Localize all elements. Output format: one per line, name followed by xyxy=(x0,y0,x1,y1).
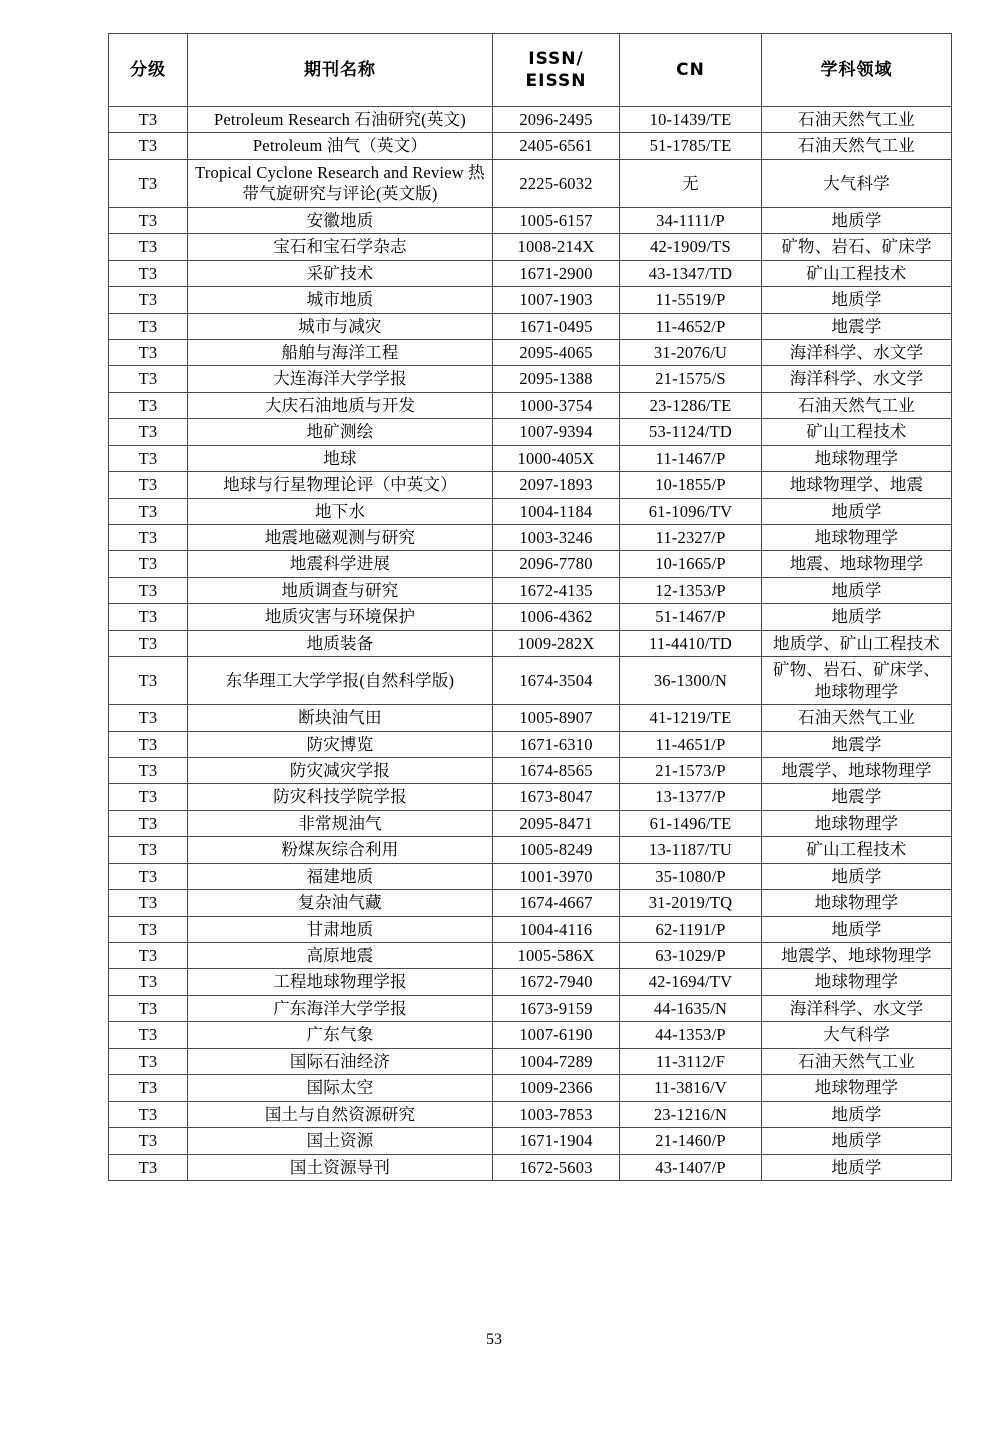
table-row xyxy=(109,1048,952,1074)
cell-journal-name: 断块油气田 xyxy=(188,705,493,731)
cell-field: 海洋科学、水文学 xyxy=(762,366,952,392)
cell-journal-name: Petroleum 油气（英文） xyxy=(188,133,493,159)
table-row xyxy=(109,784,952,810)
cell-journal-name: 宝石和宝石学杂志 xyxy=(188,234,493,260)
cell-journal-name: 地下水 xyxy=(188,498,493,524)
cell-issn: 1005-8907 xyxy=(493,705,620,731)
table-row xyxy=(109,498,952,524)
cell-rank: T3 xyxy=(109,657,188,705)
cell-rank: T3 xyxy=(109,339,188,365)
table-row xyxy=(109,133,952,159)
cell-cn: 11-4410/TD xyxy=(620,630,762,656)
cell-rank: T3 xyxy=(109,863,188,889)
cell-issn: 1671-0495 xyxy=(493,313,620,339)
cell-rank: T3 xyxy=(109,1101,188,1127)
table-row xyxy=(109,472,952,498)
cell-journal-name: 地质装备 xyxy=(188,630,493,656)
cell-cn: 42-1694/TV xyxy=(620,969,762,995)
cell-journal-name: 城市地质 xyxy=(188,287,493,313)
cell-field: 地质学 xyxy=(762,604,952,630)
cell-field: 地球物理学 xyxy=(762,525,952,551)
cell-journal-name: 地球 xyxy=(188,445,493,471)
table-header-row xyxy=(109,34,952,107)
cell-journal-name: 防灾博览 xyxy=(188,731,493,757)
cell-cn: 23-1216/N xyxy=(620,1101,762,1127)
table-row xyxy=(109,525,952,551)
cell-issn: 1674-8565 xyxy=(493,757,620,783)
table-row xyxy=(109,392,952,418)
cell-field: 海洋科学、水文学 xyxy=(762,339,952,365)
cell-field: 地质学 xyxy=(762,498,952,524)
cell-field: 地球物理学、地震 xyxy=(762,472,952,498)
cell-issn: 1672-7940 xyxy=(493,969,620,995)
cell-journal-name: 防灾科技学院学报 xyxy=(188,784,493,810)
table-row xyxy=(109,366,952,392)
cell-rank: T3 xyxy=(109,837,188,863)
cell-rank: T3 xyxy=(109,630,188,656)
cell-rank: T3 xyxy=(109,313,188,339)
cell-cn: 34-1111/P xyxy=(620,207,762,233)
cell-cn: 23-1286/TE xyxy=(620,392,762,418)
cell-field: 地质学 xyxy=(762,863,952,889)
table-row xyxy=(109,604,952,630)
cell-journal-name: 国土与自然资源研究 xyxy=(188,1101,493,1127)
cell-field: 矿山工程技术 xyxy=(762,260,952,286)
cell-field: 石油天然气工业 xyxy=(762,705,952,731)
cell-issn: 1005-586X xyxy=(493,943,620,969)
cell-field: 地质学 xyxy=(762,207,952,233)
cell-cn: 11-2327/P xyxy=(620,525,762,551)
table-row xyxy=(109,1128,952,1154)
cell-cn: 43-1407/P xyxy=(620,1154,762,1180)
cell-journal-name: 安徽地质 xyxy=(188,207,493,233)
cell-journal-name: 东华理工大学学报(自然科学版) xyxy=(188,657,493,705)
cell-issn: 2096-2495 xyxy=(493,107,620,133)
cell-field: 地质学 xyxy=(762,287,952,313)
cell-rank: T3 xyxy=(109,810,188,836)
cell-field: 地震学、地球物理学 xyxy=(762,943,952,969)
cell-journal-name: 广东海洋大学学报 xyxy=(188,995,493,1021)
cell-rank: T3 xyxy=(109,1048,188,1074)
cell-rank: T3 xyxy=(109,890,188,916)
cell-journal-name: 防灾减灾学报 xyxy=(188,757,493,783)
cell-journal-name: 船舶与海洋工程 xyxy=(188,339,493,365)
cell-issn: 1007-9394 xyxy=(493,419,620,445)
cell-rank: T3 xyxy=(109,916,188,942)
cell-cn: 62-1191/P xyxy=(620,916,762,942)
table-row xyxy=(109,1154,952,1180)
cell-rank: T3 xyxy=(109,392,188,418)
cell-journal-name: 复杂油气藏 xyxy=(188,890,493,916)
cell-field: 石油天然气工业 xyxy=(762,107,952,133)
cell-cn: 13-1187/TU xyxy=(620,837,762,863)
cell-journal-name: 国际太空 xyxy=(188,1075,493,1101)
cell-cn: 63-1029/P xyxy=(620,943,762,969)
cell-field: 大气科学 xyxy=(762,1022,952,1048)
cell-field: 矿物、岩石、矿床学 xyxy=(762,234,952,260)
table-row xyxy=(109,1022,952,1048)
cell-issn: 1005-6157 xyxy=(493,207,620,233)
table-row xyxy=(109,916,952,942)
cell-rank: T3 xyxy=(109,705,188,731)
cell-journal-name: Tropical Cyclone Research and Review 热带气旋研究与评论(英文版) xyxy=(188,159,493,207)
cell-journal-name: 福建地质 xyxy=(188,863,493,889)
table-row xyxy=(109,159,952,207)
cell-issn: 1004-4116 xyxy=(493,916,620,942)
cell-rank: T3 xyxy=(109,604,188,630)
cell-field: 地震学 xyxy=(762,784,952,810)
cell-journal-name: 大连海洋大学学报 xyxy=(188,366,493,392)
cell-issn: 1007-6190 xyxy=(493,1022,620,1048)
cell-rank: T3 xyxy=(109,1075,188,1101)
cell-issn: 1672-5603 xyxy=(493,1154,620,1180)
cell-issn: 2095-1388 xyxy=(493,366,620,392)
column-header-field: 学科领域 xyxy=(762,34,952,107)
cell-journal-name: Petroleum Research 石油研究(英文) xyxy=(188,107,493,133)
cell-journal-name: 粉煤灰综合利用 xyxy=(188,837,493,863)
cell-journal-name: 城市与减灾 xyxy=(188,313,493,339)
table-row xyxy=(109,657,952,705)
cell-journal-name: 采矿技术 xyxy=(188,260,493,286)
cell-issn: 1000-3754 xyxy=(493,392,620,418)
table-row xyxy=(109,1075,952,1101)
cell-field: 地质学、矿山工程技术 xyxy=(762,630,952,656)
cell-rank: T3 xyxy=(109,731,188,757)
table-row xyxy=(109,313,952,339)
cell-cn: 43-1347/TD xyxy=(620,260,762,286)
table-row xyxy=(109,287,952,313)
cell-rank: T3 xyxy=(109,107,188,133)
cell-field: 地球物理学 xyxy=(762,890,952,916)
cell-field: 矿山工程技术 xyxy=(762,419,952,445)
cell-field: 地质学 xyxy=(762,1154,952,1180)
cell-journal-name: 国土资源 xyxy=(188,1128,493,1154)
cell-journal-name: 地震科学进展 xyxy=(188,551,493,577)
table-row xyxy=(109,757,952,783)
cell-cn: 21-1575/S xyxy=(620,366,762,392)
table-row xyxy=(109,577,952,603)
table-body xyxy=(109,107,952,1181)
cell-rank: T3 xyxy=(109,1022,188,1048)
cell-rank: T3 xyxy=(109,472,188,498)
cell-cn: 35-1080/P xyxy=(620,863,762,889)
cell-rank: T3 xyxy=(109,260,188,286)
cell-cn: 44-1635/N xyxy=(620,995,762,1021)
cell-field: 地质学 xyxy=(762,1128,952,1154)
cell-rank: T3 xyxy=(109,207,188,233)
journal-table-container xyxy=(108,33,940,1181)
cell-cn: 51-1467/P xyxy=(620,604,762,630)
cell-field: 地震学 xyxy=(762,313,952,339)
table-row xyxy=(109,630,952,656)
table-row xyxy=(109,234,952,260)
cell-journal-name: 国土资源导刊 xyxy=(188,1154,493,1180)
cell-journal-name: 地矿测绘 xyxy=(188,419,493,445)
cell-issn: 1672-4135 xyxy=(493,577,620,603)
table-row xyxy=(109,207,952,233)
cell-field: 地震学、地球物理学 xyxy=(762,757,952,783)
cell-cn: 53-1124/TD xyxy=(620,419,762,445)
cell-issn: 1671-2900 xyxy=(493,260,620,286)
cell-cn: 21-1573/P xyxy=(620,757,762,783)
cell-field: 地质学 xyxy=(762,577,952,603)
cell-issn: 1009-2366 xyxy=(493,1075,620,1101)
cell-field: 地球物理学 xyxy=(762,810,952,836)
cell-issn: 1003-7853 xyxy=(493,1101,620,1127)
cell-cn: 21-1460/P xyxy=(620,1128,762,1154)
cell-rank: T3 xyxy=(109,498,188,524)
cell-cn: 11-1467/P xyxy=(620,445,762,471)
cell-journal-name: 地震地磁观测与研究 xyxy=(188,525,493,551)
cell-cn: 31-2076/U xyxy=(620,339,762,365)
cell-rank: T3 xyxy=(109,577,188,603)
cell-rank: T3 xyxy=(109,943,188,969)
column-header-cn: CN xyxy=(620,34,762,107)
cell-issn: 1671-6310 xyxy=(493,731,620,757)
cell-issn: 2095-8471 xyxy=(493,810,620,836)
cell-rank: T3 xyxy=(109,159,188,207)
cell-cn: 13-1377/P xyxy=(620,784,762,810)
table-row xyxy=(109,419,952,445)
table-row xyxy=(109,1101,952,1127)
cell-rank: T3 xyxy=(109,419,188,445)
cell-journal-name: 地质灾害与环境保护 xyxy=(188,604,493,630)
cell-field: 地球物理学 xyxy=(762,969,952,995)
table-row xyxy=(109,731,952,757)
cell-rank: T3 xyxy=(109,366,188,392)
cell-field: 地球物理学 xyxy=(762,1075,952,1101)
column-header-rank: 分级 xyxy=(109,34,188,107)
cell-cn: 10-1439/TE xyxy=(620,107,762,133)
cell-issn: 1673-8047 xyxy=(493,784,620,810)
cell-cn: 36-1300/N xyxy=(620,657,762,705)
cell-rank: T3 xyxy=(109,969,188,995)
cell-journal-name: 非常规油气 xyxy=(188,810,493,836)
cell-field: 大气科学 xyxy=(762,159,952,207)
cell-rank: T3 xyxy=(109,1128,188,1154)
cell-journal-name: 大庆石油地质与开发 xyxy=(188,392,493,418)
issn-header-line-1: ISSN/ xyxy=(528,48,584,69)
table-row xyxy=(109,969,952,995)
cell-rank: T3 xyxy=(109,525,188,551)
cell-issn: 2225-6032 xyxy=(493,159,620,207)
cell-issn: 1007-1903 xyxy=(493,287,620,313)
cell-issn: 1003-3246 xyxy=(493,525,620,551)
page-number: 53 xyxy=(486,1331,502,1348)
cell-journal-name: 广东气象 xyxy=(188,1022,493,1048)
cell-cn: 51-1785/TE xyxy=(620,133,762,159)
cell-field: 矿物、岩石、矿床学、地球物理学 xyxy=(762,657,952,705)
cell-rank: T3 xyxy=(109,234,188,260)
cell-issn: 1008-214X xyxy=(493,234,620,260)
cell-rank: T3 xyxy=(109,995,188,1021)
cell-rank: T3 xyxy=(109,1154,188,1180)
cell-field: 石油天然气工业 xyxy=(762,392,952,418)
table-row xyxy=(109,810,952,836)
cell-issn: 1674-4667 xyxy=(493,890,620,916)
cell-issn: 1006-4362 xyxy=(493,604,620,630)
cell-issn: 1671-1904 xyxy=(493,1128,620,1154)
cell-issn: 1673-9159 xyxy=(493,995,620,1021)
cell-cn: 31-2019/TQ xyxy=(620,890,762,916)
table-row xyxy=(109,863,952,889)
cell-cn: 61-1096/TV xyxy=(620,498,762,524)
cell-journal-name: 甘肃地质 xyxy=(188,916,493,942)
table-row xyxy=(109,445,952,471)
cell-issn: 1004-1184 xyxy=(493,498,620,524)
cell-cn: 11-3816/V xyxy=(620,1075,762,1101)
table-row xyxy=(109,837,952,863)
cell-cn: 无 xyxy=(620,159,762,207)
cell-issn: 1000-405X xyxy=(493,445,620,471)
table-row xyxy=(109,705,952,731)
table-row xyxy=(109,339,952,365)
cell-rank: T3 xyxy=(109,287,188,313)
cell-journal-name: 国际石油经济 xyxy=(188,1048,493,1074)
cell-issn: 2405-6561 xyxy=(493,133,620,159)
cell-field: 石油天然气工业 xyxy=(762,133,952,159)
table-row xyxy=(109,890,952,916)
cell-rank: T3 xyxy=(109,551,188,577)
cell-issn: 2095-4065 xyxy=(493,339,620,365)
table-row xyxy=(109,107,952,133)
cell-issn: 1001-3970 xyxy=(493,863,620,889)
cell-cn: 10-1665/P xyxy=(620,551,762,577)
cell-journal-name: 高原地震 xyxy=(188,943,493,969)
cell-rank: T3 xyxy=(109,445,188,471)
table-row xyxy=(109,551,952,577)
table-header xyxy=(109,34,952,107)
cell-issn: 2096-7780 xyxy=(493,551,620,577)
cell-field: 地质学 xyxy=(762,1101,952,1127)
cell-cn: 11-3112/F xyxy=(620,1048,762,1074)
cell-field: 地震、地球物理学 xyxy=(762,551,952,577)
cell-journal-name: 地球与行星物理论评（中英文） xyxy=(188,472,493,498)
cell-issn: 1674-3504 xyxy=(493,657,620,705)
cell-issn: 1004-7289 xyxy=(493,1048,620,1074)
cell-rank: T3 xyxy=(109,784,188,810)
cell-field: 矿山工程技术 xyxy=(762,837,952,863)
journal-table xyxy=(108,33,952,1181)
cell-cn: 10-1855/P xyxy=(620,472,762,498)
table-row xyxy=(109,995,952,1021)
issn-header-line-2: EISSN xyxy=(525,71,587,91)
cell-cn: 11-5519/P xyxy=(620,287,762,313)
cell-rank: T3 xyxy=(109,757,188,783)
cell-field: 地震学 xyxy=(762,731,952,757)
cell-cn: 41-1219/TE xyxy=(620,705,762,731)
cell-issn: 2097-1893 xyxy=(493,472,620,498)
cell-cn: 44-1353/P xyxy=(620,1022,762,1048)
cell-cn: 12-1353/P xyxy=(620,577,762,603)
cell-journal-name: 地质调查与研究 xyxy=(188,577,493,603)
cell-field: 海洋科学、水文学 xyxy=(762,995,952,1021)
cell-cn: 11-4652/P xyxy=(620,313,762,339)
table-row xyxy=(109,260,952,286)
cell-rank: T3 xyxy=(109,133,188,159)
cell-cn: 61-1496/TE xyxy=(620,810,762,836)
cell-issn: 1009-282X xyxy=(493,630,620,656)
cell-field: 地球物理学 xyxy=(762,445,952,471)
column-header-journal-name: 期刊名称 xyxy=(188,34,493,107)
cell-cn: 42-1909/TS xyxy=(620,234,762,260)
table-row xyxy=(109,943,952,969)
cell-issn: 1005-8249 xyxy=(493,837,620,863)
column-header-issn xyxy=(493,34,620,107)
cell-journal-name: 工程地球物理学报 xyxy=(188,969,493,995)
cell-field: 地质学 xyxy=(762,916,952,942)
cell-cn: 11-4651/P xyxy=(620,731,762,757)
cell-field: 石油天然气工业 xyxy=(762,1048,952,1074)
